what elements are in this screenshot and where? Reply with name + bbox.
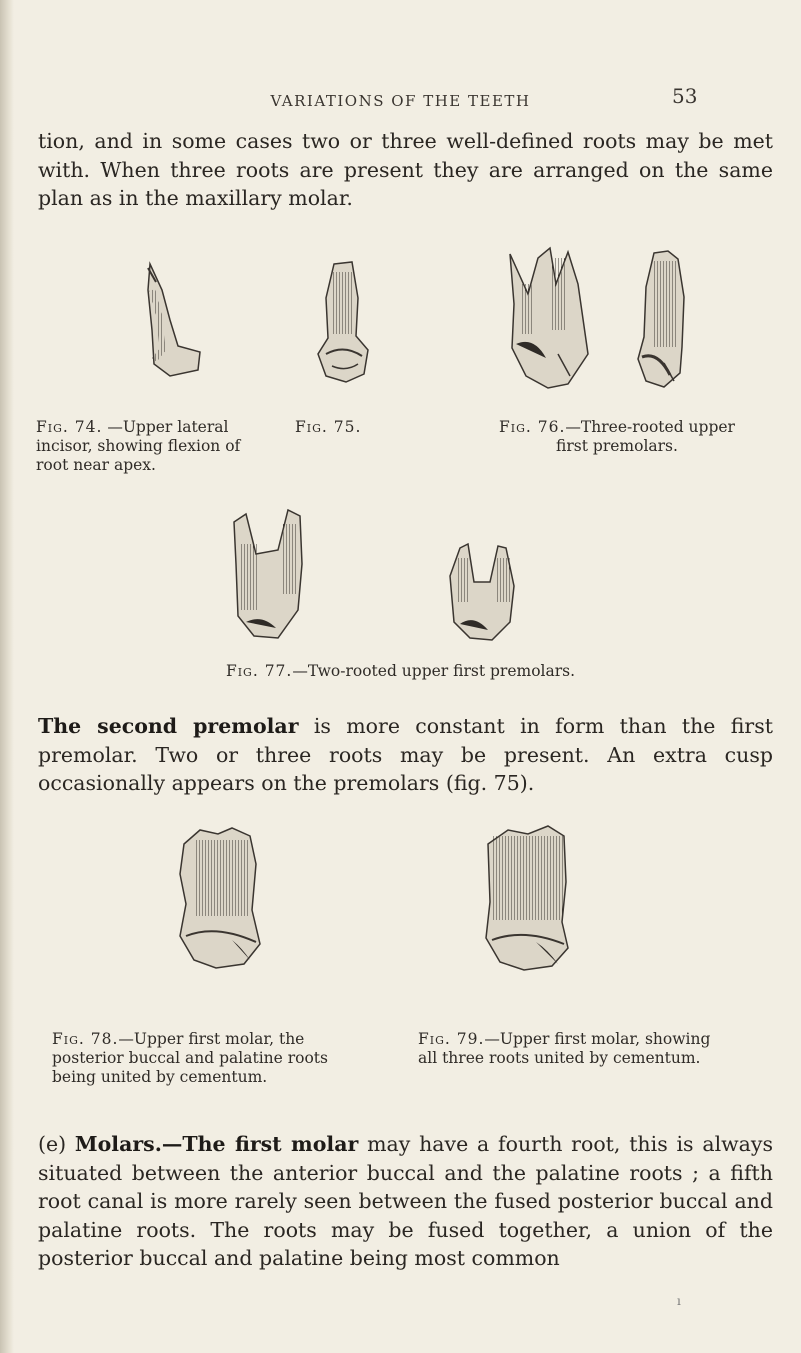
fig75-caption — [295, 418, 361, 437]
fig76-premolar-left-illustration — [498, 244, 608, 396]
page-number: 53 — [672, 84, 698, 108]
running-head: VARIATIONS OF THE TEETH — [270, 92, 531, 110]
fig76-caption — [492, 418, 742, 456]
fig75-number: Fig. 75. — [295, 418, 362, 436]
fig78-molar-illustration — [172, 824, 272, 972]
fig75-premolar-illustration — [312, 258, 377, 386]
fig74-caption — [36, 418, 276, 475]
paragraph-second-premolar-text: is more constant in form than the first premolar. Two or three roots may be present. An extra cusp occasionally appears on the premolars (fig. 75). — [38, 714, 773, 795]
fig79-caption — [418, 1030, 728, 1068]
fig77-caption-text: —Two-rooted upper first premolars. — [292, 662, 576, 680]
paragraph-molars-text: may have a fourth root, this is always situated between the anterior buccal and the palatine roots ; a fifth root canal is more rarely seen between the fused posterior buccal and palatine roots. The roots may be fused together, a union of the posterior buccal and palatine being most common — [38, 1132, 773, 1270]
fig74-incisor-illustration — [140, 260, 210, 380]
paragraph-second-premolar-lead: The second premolar — [38, 714, 299, 738]
fig78-caption — [52, 1030, 352, 1087]
fig79-caption-text: —Upper first molar, showing all three roots united by cementum. — [418, 1030, 711, 1067]
fig78-caption-text: —Upper first molar, the posterior buccal and palatine roots being united by cementum. — [52, 1030, 328, 1086]
fig74-number: Fig. 74. — [36, 418, 103, 436]
fig79-molar-illustration — [478, 822, 578, 972]
paragraph-molars-marker: (e) — [38, 1132, 75, 1156]
fig77-caption — [0, 662, 801, 681]
stray-mark: ı — [677, 1294, 681, 1308]
fig76-premolar-right-illustration — [624, 247, 702, 393]
fig76-caption-text: —Three-rooted upper first premolars. — [556, 418, 735, 455]
fig77-premolar-right-illustration — [440, 536, 532, 648]
fig79-number: Fig. 79. — [418, 1030, 485, 1048]
paragraph-molars — [38, 1130, 773, 1273]
paragraph-roots: tion, and in some cases two or three well-defined roots may be met with. When three roots are present they are arranged on the same plan as in the maxillary molar. — [38, 129, 773, 210]
paragraph-second-premolar — [38, 712, 773, 798]
fig74-caption-text: —Upper lateral incisor, showing flexion of root near apex. — [36, 418, 241, 474]
fig77-premolar-left-illustration — [226, 504, 318, 644]
fig77-number: Fig. 77. — [225, 662, 293, 680]
paragraph-molars-lead: Molars.—The first molar — [74, 1132, 359, 1156]
fig76-number: Fig. 76. — [499, 418, 566, 436]
fig78-number: Fig. 78. — [52, 1030, 119, 1048]
